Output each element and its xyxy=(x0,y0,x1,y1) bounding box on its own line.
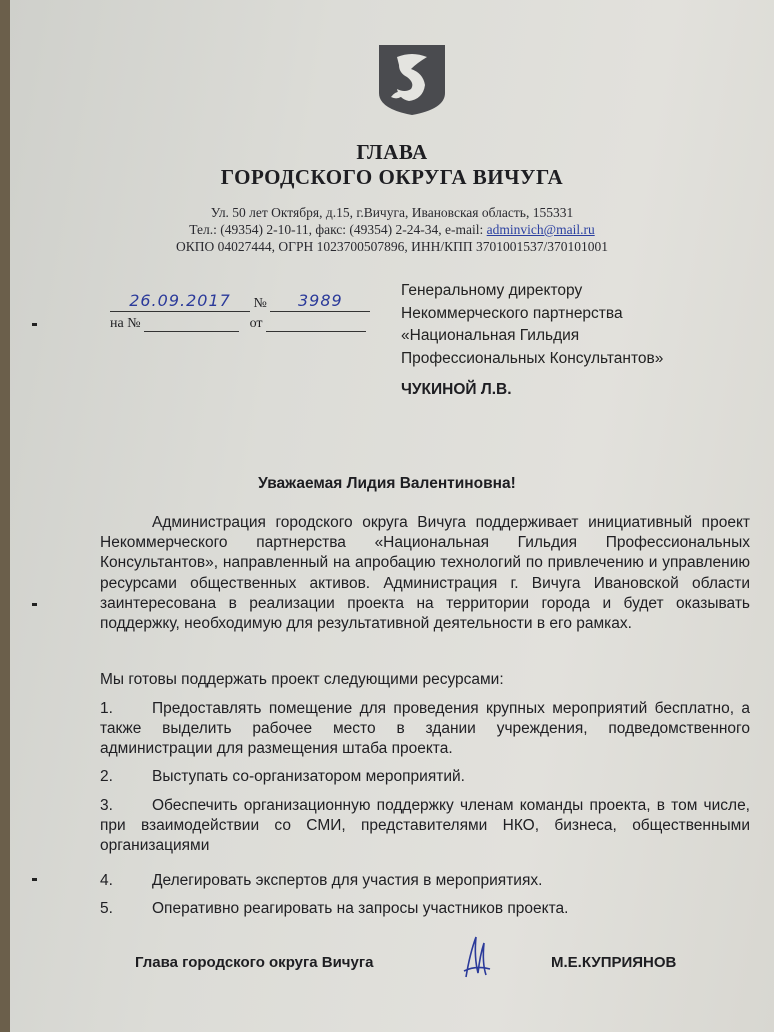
punch-mark xyxy=(32,603,37,606)
phones-text: Тел.: (49354) 2-10-11, факс: (49354) 2-24-34, e-mail: xyxy=(189,222,487,237)
reference-number-field xyxy=(144,317,239,332)
list-item xyxy=(100,796,750,857)
list-item-text: Предоставлять помещение для проведения крупных мероприятий бесплатно, а также выделить рабочее место в здании учреждения, подведомственного администрации для размещения штаба проекта. xyxy=(100,700,750,758)
punch-mark xyxy=(32,323,37,326)
list-item-text: Оперативно реагировать на запросы участников проекта. xyxy=(152,900,569,917)
punch-mark xyxy=(32,878,37,881)
reference-date-field xyxy=(266,317,366,332)
list-item-number: 3. xyxy=(100,797,113,814)
list-item-number: 2. xyxy=(100,768,113,785)
registration-number-label: № xyxy=(253,296,267,311)
list-item xyxy=(100,767,750,787)
list-item-number: 1. xyxy=(100,700,113,717)
email-link[interactable]: adminvich@mail.ru xyxy=(486,222,595,237)
list-item-number: 4. xyxy=(100,872,113,889)
handwritten-signature-icon xyxy=(462,933,492,979)
recipient-block xyxy=(401,280,663,370)
reference-label: на № xyxy=(110,316,141,331)
registration-number: 3989 xyxy=(298,291,343,310)
registration-date-field xyxy=(110,291,250,312)
signature-title: Глава городского округа Вичуга xyxy=(135,954,374,971)
city-crest-icon xyxy=(377,43,447,117)
recipient-line: Профессиональных Консультантов» xyxy=(401,349,664,367)
registration-date: 26.09.2017 xyxy=(129,291,231,310)
body-paragraph: Администрация городского округа Вичуга поддерживает инициативный проект Некоммерческого партнерства «Национальная Гильдия Профессиональных Консультантов», направленный на апробацию технологий по привлечению и управлению ресурсами общественных активов. Администрация г. Вичуга Ивановской области заинтересована в реализации проекта на территории города и будет оказывать поддержку, необходимую для результативной деятельности в его рамках. xyxy=(100,514,750,633)
list-item-text: Обеспечить организационную поддержку членам команды проекта, в том числе, при взаимодействии со СМИ, представителями НКО, бизнеса, общественными организациями xyxy=(100,797,750,855)
header-subtitle: ГОРОДСКОГО ОКРУГА ВИЧУГА xyxy=(220,165,564,189)
list-item-text: Выступать со-организатором мероприятий. xyxy=(152,768,465,785)
document-page xyxy=(10,0,774,1032)
header-phones xyxy=(10,222,774,238)
header-codes: ОКПО 04027444, ОГРН 1023700507896, ИНН/КПП 3701001537/370101001 xyxy=(176,239,608,254)
recipient-line: Генеральному директору xyxy=(401,282,583,299)
header-address: Ул. 50 лет Октября, д.15, г.Вичуга, Ивановская область, 155331 xyxy=(210,205,574,220)
registration-number-field xyxy=(270,291,370,312)
recipient-line: «Национальная Гильдия xyxy=(401,327,580,344)
recipient-name: ЧУКИНОЙ Л.В. xyxy=(401,381,512,398)
recipient-line: Некоммерческого партнерства xyxy=(401,304,623,322)
signature-name: М.Е.КУПРИЯНОВ xyxy=(551,954,677,971)
reference-line xyxy=(110,316,366,332)
list-item xyxy=(100,899,750,919)
registration-line xyxy=(110,291,370,312)
list-item-number: 5. xyxy=(100,900,113,917)
list-item xyxy=(100,871,750,891)
list-item-text: Делегировать экспертов для участия в мероприятиях. xyxy=(152,872,543,889)
header-title: ГЛАВА xyxy=(356,140,428,164)
body-paragraph: Мы готовы поддержать проект следующими ресурсами: xyxy=(100,671,504,688)
salutation: Уважаемая Лидия Валентиновна! xyxy=(258,475,516,492)
list-item xyxy=(100,699,750,760)
reference-from-label: от xyxy=(249,316,263,331)
